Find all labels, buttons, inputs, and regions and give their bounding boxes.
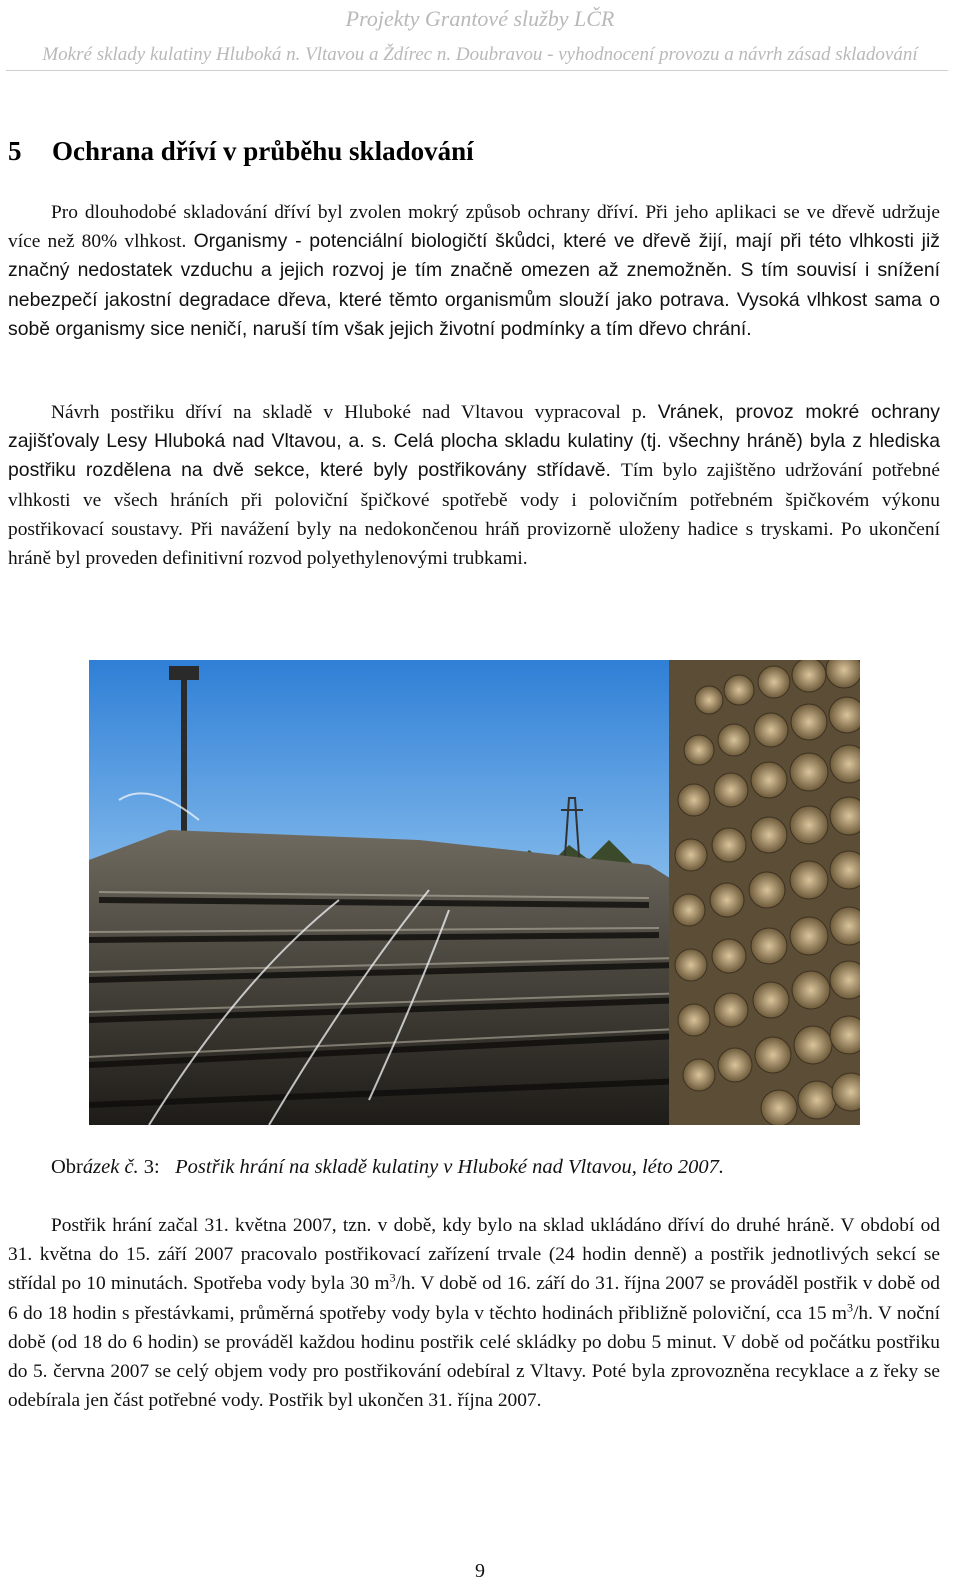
paragraph-3 [8, 1211, 940, 1415]
header-project-title: Projekty Grantové služby LČR [345, 6, 615, 31]
paragraph-1-part-c: S tím souvisí i snížení nebezpečí jakostní degradace dřeva, které těmto organismům slouží jako potrava. [8, 259, 940, 311]
paragraph-3-part-1: Postřik hrání začal 31. května 2007, tzn. v době, kdy bylo na sklad ukládáno dříví do druhé hráně. V období od 31. května do 15. září 2007 pracovalo postřikovací zařízení trvale (24 hodin denně) a postřik jednotlivých sekcí se střídal po 10 minutách. Spotřeba vody byla 30 m [8, 1215, 940, 1295]
section-title: Ochrana dříví v průběhu skladování [52, 136, 474, 166]
caption-number: 3: [138, 1156, 160, 1178]
figure-caption [51, 1156, 724, 1179]
paragraph-1-part-b: Organismy - potenciální biologičtí škůdci, které ve dřevě žijí, mají při této vlhkosti již značný nedostatek vzduchu a jejich rozvoj je tím značně omezen až znemožněn. [8, 230, 940, 282]
paragraph-1-part-a: Pro dlouhodobé skladování dříví byl zvolen mokrý způsob ochrany dříví. Při jeho aplikaci se ve dřevě udržuje více než 80% vlhkost. [8, 202, 940, 253]
paragraph-3-part-3: /h. V noční době (od 18 do 6 hodin) se prováděl každou hodinu postřik celé skládky po dobu 5 minut. V době od počátku postřiku do 5. června 2007 se celý objem vody pro postřikování odebíral z Vltavy. Poté byla zprovozněna recyklace a z řeky se odebírala jen část potřebné vody. Postřik byl ukončen 31. října 2007. [8, 1302, 940, 1412]
caption-label-obr: Obr [51, 1156, 83, 1178]
caption-text: Postřik hrání na skladě kulatiny v Hluboké nad Vltavou, léto 2007. [175, 1156, 724, 1178]
paragraph-2-part-c: Tím bylo zajištěno udržování potřebné vlhkosti ve všech hráních při poloviční špičkové spotřebě vody i polovičním potřebném špičkovém výkonu postřikovací soustavy. Při navážení byly na nedokončenou hráň provizorně uloženy hadice s tryskami. Po ukončení hráně byl proveden definitivní rozvod polyethylenovými trubkami. [8, 460, 940, 570]
section-number: 5 [8, 136, 22, 166]
caption-label-azek: ázek č. [82, 1156, 139, 1178]
paragraph-1 [8, 198, 940, 344]
paragraph-2 [8, 398, 940, 573]
paragraph-1-part-d: Vysoká vlhkost sama o sobě organismy sice neničí, naruší tím však jejich životní podmínky a tím dřevo chrání. [8, 288, 940, 340]
superscript-cubic: 3 [847, 1300, 854, 1315]
header-rule [6, 70, 948, 71]
photo-illustration [89, 660, 860, 1125]
paragraph-2-part-b: Vránek, provoz mokré ochrany zajišťovaly Lesy Hluboká nad Vltavou, a. s. Celá plocha skladu kulatiny (tj. všechny hráně) byla z hlediska postřiku rozdělena na dvě sekce, které byly postřikovány střídavě. [8, 401, 940, 482]
page-number: 9 [475, 1560, 485, 1582]
paragraph-3-part-2: /h. V době od 16. září do 31. října 2007 se prováděl postřik v době od 6 do 18 hodin s přestávkami, průměrná spotřeby vody byla v těchto hodinách přibližně poloviční, cca 15 m [8, 1273, 940, 1324]
figure-photo-log-sprinkling [89, 660, 860, 1125]
header-document-title: Mokré sklady kulatiny Hluboká n. Vltavou a Ždírec n. Doubravou - vyhodnocení provozu a návrh zásad skladování [42, 44, 918, 65]
paragraph-2-part-a: Návrh postřiku dříví na skladě v Hluboké nad Vltavou vypracoval p. [51, 402, 658, 423]
section-heading [8, 136, 474, 167]
superscript-cubic: 3 [389, 1270, 396, 1285]
